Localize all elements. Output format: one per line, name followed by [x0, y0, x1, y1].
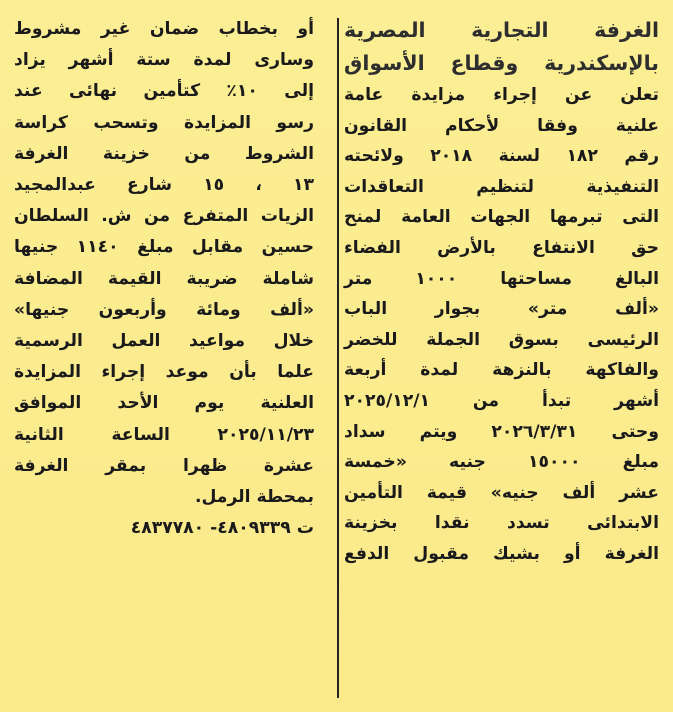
body-line: تعلن عن إجراء مزايدة عامة: [344, 85, 659, 105]
column-divider: [337, 18, 339, 698]
body-line: أو بخطاب ضمان غير مشروط: [14, 19, 314, 39]
body-line: خلال مواعيد العمل الرسمية: [14, 331, 314, 352]
body-line: الرئيسى بسوق الجملة للخضر: [344, 329, 659, 350]
body-line: «ألف متر» بجوار الباب: [344, 299, 659, 320]
headline-line: بالإسكندرية وقطاع الأسواق: [344, 51, 659, 75]
body-line: حق الانتفاع بالأرض الفضاء: [344, 237, 659, 258]
headline-line: الغرفة التجارية المصرية: [344, 18, 659, 42]
body-line: عشر ألف جنيه» قيمة التأمين: [344, 482, 659, 503]
announcement-headline: [344, 14, 659, 80]
left-column: [14, 14, 314, 544]
body-line: التى تبرمها الجهات العامة لمنح: [344, 207, 659, 228]
body-line: «ألف ومائة وأربعون جنيها»: [14, 299, 314, 320]
body-line: إلى ١٠٪ كتأمين نهائى عند: [14, 81, 314, 102]
body-line: حسين مقابل مبلغ ١١٤٠ جنيها: [14, 237, 314, 258]
body-line: علنية وفقا لأحكام القانون: [344, 115, 659, 136]
body-line: ٢٠٢٥/١١/٢٣ الساعة الثانية: [14, 424, 314, 445]
phone-numbers: ت ٤٨٠٩٣٣٩- ٤٨٣٧٧٨٠: [130, 518, 314, 539]
body-line: الزيات المتفرع من ش. السلطان: [14, 206, 314, 227]
body-line: العلنية يوم الأحد الموافق: [14, 393, 314, 414]
right-column: [344, 14, 659, 570]
body-line: البالغ مساحتها ١٠٠٠ متر: [344, 268, 659, 289]
body-line: أشهر تبدأ من ٢٠٢٥/١٢/١: [344, 390, 659, 411]
body-line: الابتدائى تسدد نقدا بخزينة: [344, 513, 659, 534]
body-line: والفاكهة بالنزهة لمدة أربعة: [344, 360, 659, 381]
body-line: رقم ١٨٢ لسنة ٢٠١٨ ولائحته: [344, 146, 659, 167]
body-line: عشرة ظهرا بمقر الغرفة: [14, 455, 314, 476]
body-line: الشروط من خزينة الغرفة: [14, 143, 314, 164]
body-line: وحتى ٢٠٢٦/٣/٣١ ويتم سداد: [344, 421, 659, 442]
body-line: الغرفة أو بشيك مقبول الدفع: [344, 543, 659, 564]
body-line: ١٣ ، ١٥ شارع عبدالمجيد: [14, 175, 314, 196]
body-line: بمحطة الرمل.: [194, 487, 314, 508]
body-line: رسو المزايدة وتسحب كراسة: [14, 112, 314, 133]
body-line: التنفيذية لتنظيم التعاقدات: [344, 176, 659, 197]
body-line: علما بأن موعد إجراء المزايدة: [14, 362, 314, 383]
body-line: شاملة ضريبة القيمة المضافة: [14, 268, 314, 289]
body-line: مبلغ ١٥٠٠٠ جنيه «خمسة: [344, 452, 659, 473]
right-body-text: [344, 80, 659, 570]
left-body-text: [14, 14, 314, 544]
body-line: وسارى لمدة ستة أشهر يزاد: [14, 50, 314, 71]
